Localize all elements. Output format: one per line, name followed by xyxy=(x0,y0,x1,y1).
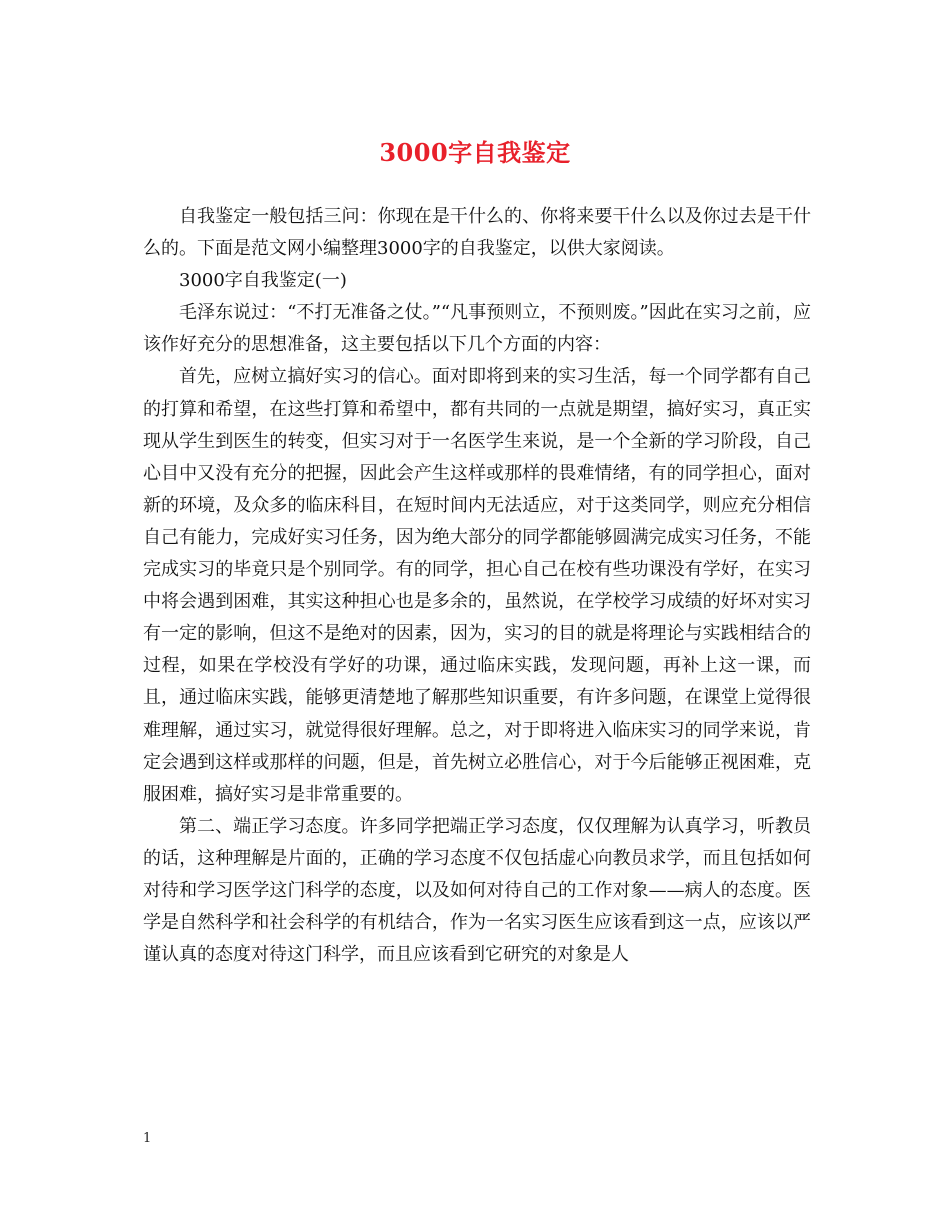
paragraph-quote: 毛泽东说过：“不打无准备之仗。”“凡事预则立，不预则废。”因此在实习之前，应该作好充分的思想准备，这主要包括以下几个方面的内容： xyxy=(143,302,811,356)
section-heading: 3000字自我鉴定(一) xyxy=(179,270,347,292)
document-title: 3000字自我鉴定 xyxy=(379,138,571,167)
paragraph-intro: 自我鉴定一般包括三问：你现在是干什么的、你将来要干什么以及你过去是干什么的。下面是范文网小编整理3000字的自我鉴定，以供大家阅读。 xyxy=(143,206,811,260)
document-body xyxy=(143,201,811,971)
paragraph-confidence: 首先，应树立搞好实习的信心。面对即将到来的实习生活，每一个同学都有自己的打算和希望，在这些打算和希望中，都有共同的一点就是期望，搞好实习，真正实现从学生到医生的转变，但实习对于一名医学生来说，是一个全新的学习阶段，自己心目中又没有充分的把握，因此会产生这样或那样的畏难情绪，有的同学担心，面对新的环境，及众多的临床科目，在短时间内无法适应，对于这类同学，则应充分相信自己有能力，完成好实习任务，因为绝大部分的同学都能够圆满完成实习任务，不能完成实习的毕竟只是个别同学。有的同学，担心自己在校有些功课没有学好，在实习中将会遇到困难，其实这种担心也是多余的，虽然说，在学校学习成绩的好坏对实习有一定的影响，但这不是绝对的因素，因为，实习的目的就是将理论与实践相结合的过程，如果在学校没有学好的功课，通过临床实践，发现问题，再补上这一课，而且，通过临床实践，能够更清楚地了解那些知识重要，有许多问题，在课堂上觉得很难理解，通过实习，就觉得很好理解。总之，对于即将进入临床实习的同学来说，肯定会遇到这样或那样的问题，但是，首先树立必胜信心，对于今后能够正视困难，克服困难，搞好实习是非常重要的。 xyxy=(143,366,811,805)
page-number: 1 xyxy=(143,1131,152,1146)
paragraph-attitude: 第二、端正学习态度。许多同学把端正学习态度，仅仅理解为认真学习，听教员的话，这种理解是片面的，正确的学习态度不仅包括虚心向教员求学，而且包括如何对待和学习医学这门科学的态度，以及如何对待自己的工作对象——病人的态度。医学是自然科学和社会科学的有机结合，作为一名实习医生应该看到这一点，应该以严谨认真的态度对待这门科学，而且应该看到它研究的对象是人 xyxy=(143,815,811,966)
